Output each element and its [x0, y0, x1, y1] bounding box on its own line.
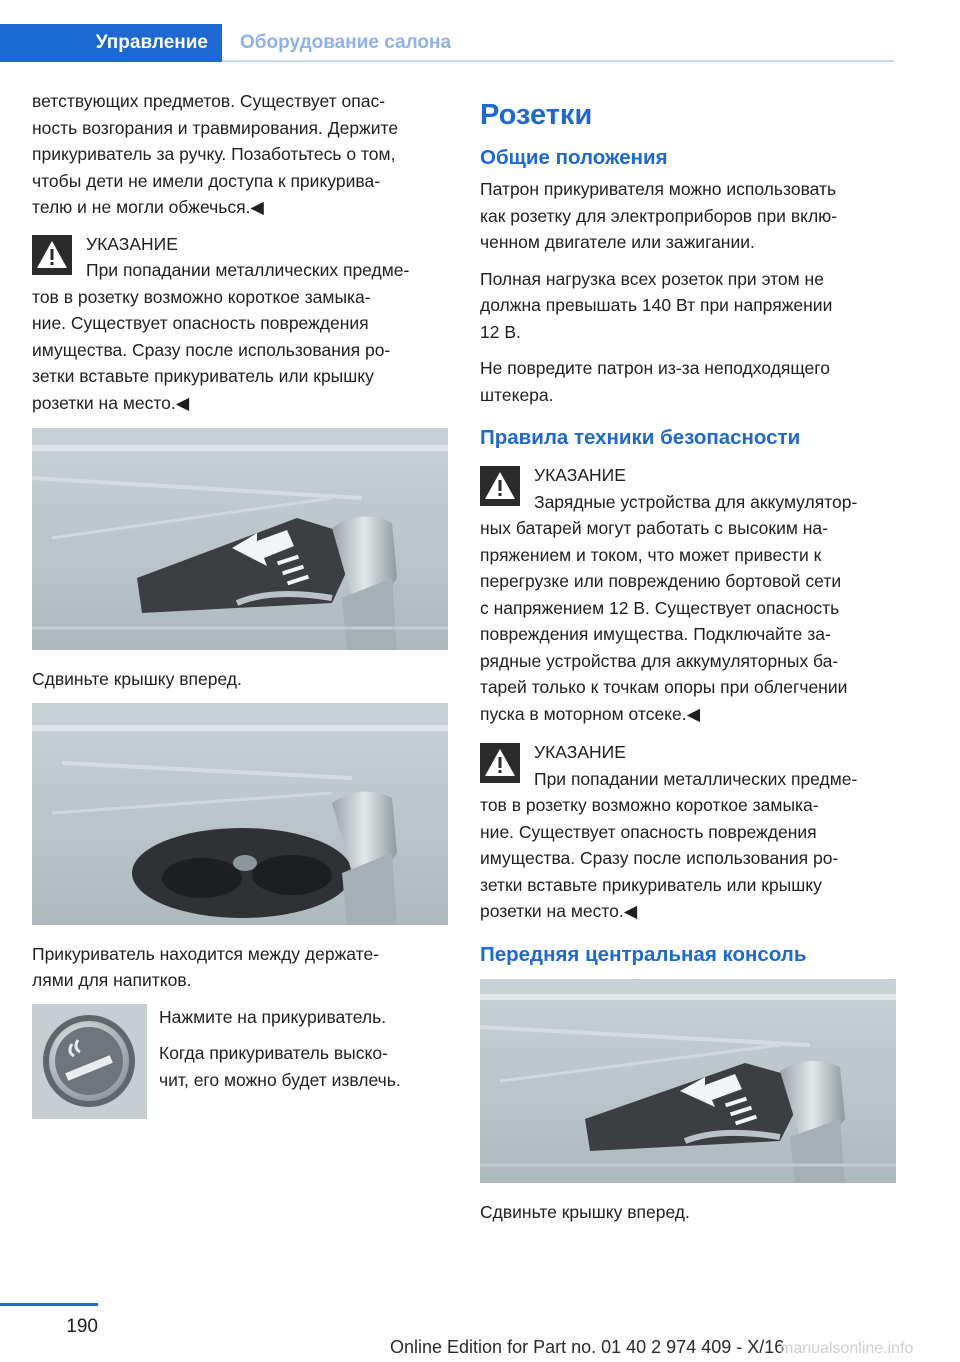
front-console-illustration [480, 979, 896, 1183]
warning-block [480, 739, 896, 925]
text-line: Не повредите патрон из-за неподходящего [480, 358, 830, 378]
warning-text-line: зетки вставьте прикуриватель или крышку [480, 874, 822, 895]
text-line: Патрон прикуривателя можно использовать [480, 179, 837, 199]
warning-block [480, 462, 896, 727]
text-line: как розетку для электроприборов при вклю- [480, 205, 838, 226]
cupholder-illustration [32, 703, 448, 925]
text-line: должна превышать 140 Вт при напряжении [480, 295, 833, 315]
page-header [0, 24, 894, 62]
intro-paragraph [32, 88, 448, 221]
text-line: лями для напитков. [32, 970, 192, 990]
lighter-icon [233, 855, 257, 871]
warning-title: УКАЗАНИЕ [534, 742, 626, 762]
text-line: чтобы дети не имели доступа к прикурива- [32, 170, 381, 191]
subsection-heading: Правила техники безопасности [480, 426, 801, 449]
warning-text-line: При попадании металлических предме- [534, 768, 858, 789]
figure-caption: Сдвиньте крышку вперед. [480, 1201, 690, 1222]
page-number: 190 [66, 1316, 98, 1337]
figure-caption: Сдвиньте крышку вперед. [32, 669, 242, 689]
press-instruction: Нажмите на прикуриватель. [159, 1006, 387, 1027]
watermark: manualsonline.info [780, 1340, 914, 1357]
warning-text-line: рядные устройства для аккумуляторных ба- [480, 650, 839, 671]
text-line: прикуриватель за ручку. Позаботьтесь о том, [32, 144, 396, 164]
warning-text-line: розетки на место.◀ [32, 392, 190, 413]
text-line: Прикуриватель находится между держате- [32, 943, 380, 964]
subsection-heading: Общие положения [480, 146, 668, 169]
text-line: ность возгорания и травмирования. Держите [32, 117, 399, 138]
warning-icon [32, 235, 72, 275]
warning-title: УКАЗАНИЕ [534, 465, 626, 485]
text-line: Когда прикуриватель выско- [159, 1043, 388, 1063]
right-column [480, 96, 896, 1235]
section-tab[interactable]: Оборудование салона [240, 32, 452, 53]
paragraph [480, 176, 896, 256]
text-line: чит, его можно будет извлечь. [159, 1069, 401, 1090]
edition-info: Online Edition for Part no. 01 40 2 974 409 - X/16 [390, 1337, 785, 1357]
warning-title: УКАЗАНИЕ [86, 233, 178, 254]
warning-text-line: с напряжением 12 В. Существует опасность [480, 597, 840, 618]
text-line: ченном двигателе или зажигании. [480, 232, 755, 252]
warning-text-line: имущества. Сразу после использования ро- [480, 848, 839, 868]
warning-text-line: имущества. Сразу после использования ро- [32, 339, 391, 360]
warning-text-line: пуска в моторном отсеке.◀ [480, 703, 701, 724]
warning-block [32, 231, 448, 417]
lighter-button-illustration [32, 1004, 147, 1119]
warning-text-line: зетки вставьте прикуриватель или крышку [32, 366, 374, 386]
text-line: Полная нагрузка всех розеток при этом не [480, 268, 824, 289]
warning-text-line: перегрузке или повреждению бортовой сети [480, 571, 842, 591]
warning-icon [480, 743, 520, 783]
warning-text-line: тарей только к точкам опоры при облегчении [480, 677, 848, 697]
warning-text-line: розетки на место.◀ [480, 901, 638, 921]
paragraph [480, 355, 896, 408]
text-line: ветствующих предметов. Существует опас- [32, 91, 386, 111]
console-cover-illustration [32, 428, 448, 650]
section-title: Розетки [480, 99, 593, 131]
lighter-instruction [32, 1004, 448, 1119]
warning-text-line: пряжением и током, что может привести к [480, 544, 822, 565]
warning-text-line: ных батарей могут работать с высоким на- [480, 518, 828, 538]
warning-text-line: При попадании металлических предме- [86, 260, 410, 280]
warning-text-line: тов в розетку возможно короткое замыка- [32, 286, 371, 307]
footer-rule [0, 1303, 98, 1306]
text-line: телю и не могли обжечься.◀ [32, 197, 264, 217]
warning-text-line: тов в розетку возможно короткое замыка- [480, 795, 819, 815]
warning-text-line: повреждения имущества. Подключайте за- [480, 624, 831, 644]
chapter-tab-active[interactable]: Управление [0, 24, 222, 62]
text-line: 12 В. [480, 321, 521, 342]
header-rule [222, 60, 894, 62]
subsection-heading: Передняя центральная консоль [480, 942, 807, 966]
warning-text-line: Зарядные устройства для аккумулятор- [534, 491, 858, 512]
text-line: штекера. [480, 384, 554, 405]
left-column [32, 88, 448, 1119]
warning-icon [480, 466, 520, 506]
warning-text-line: ние. Существует опасность повреждения [32, 313, 369, 333]
remove-instruction [159, 1040, 401, 1093]
paragraph [480, 266, 896, 346]
warning-text-line: ние. Существует опасность повреждения [480, 821, 817, 842]
figure-caption [32, 941, 448, 994]
